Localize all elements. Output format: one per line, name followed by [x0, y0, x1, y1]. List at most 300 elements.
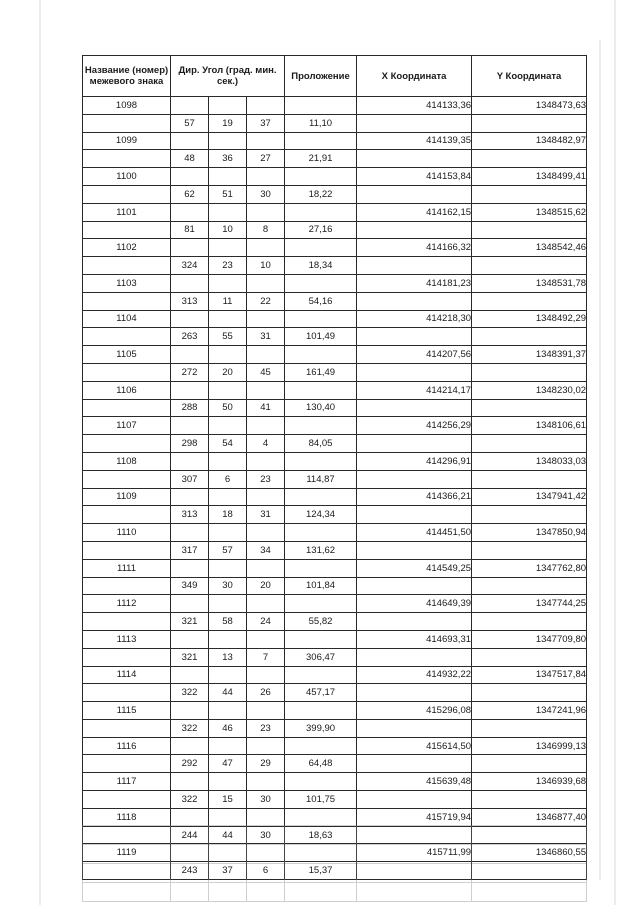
empty-cell	[357, 257, 472, 275]
empty-cell	[171, 488, 209, 506]
empty-cell	[472, 150, 587, 168]
empty-cell	[171, 666, 209, 684]
x-coordinate-cell: 415614,50	[357, 737, 472, 755]
empty-cell	[209, 773, 247, 791]
segment-row	[83, 363, 587, 381]
empty-cell	[357, 221, 472, 239]
empty-cell	[285, 737, 357, 755]
x-coordinate-cell: 414296,91	[357, 452, 472, 470]
length-cell: 161,49	[285, 363, 357, 381]
length-cell: 18,63	[285, 826, 357, 844]
y-coordinate-cell: 1348531,78	[472, 274, 587, 292]
y-coordinate-cell: 1347762,80	[472, 559, 587, 577]
x-coordinate-cell: 414139,35	[357, 132, 472, 150]
empty-cell	[247, 488, 285, 506]
angle-degrees-cell: 322	[171, 719, 209, 737]
angle-degrees-cell: 62	[171, 185, 209, 203]
empty-cell	[247, 310, 285, 328]
empty-cell	[83, 577, 171, 595]
empty-cell	[285, 97, 357, 115]
empty-cell	[171, 702, 209, 720]
point-name-cell: 1102	[83, 239, 171, 257]
empty-cell	[209, 168, 247, 186]
empty-cell	[285, 559, 357, 577]
table-body	[83, 97, 587, 880]
angle-degrees-cell: 313	[171, 506, 209, 524]
empty-cell	[209, 630, 247, 648]
empty-cell	[171, 168, 209, 186]
empty-cell	[285, 702, 357, 720]
length-cell: 131,62	[285, 541, 357, 559]
empty-cell	[209, 310, 247, 328]
angle-degrees-cell: 263	[171, 328, 209, 346]
empty-cell	[285, 773, 357, 791]
empty-cell	[171, 524, 209, 542]
empty-cell	[247, 630, 285, 648]
empty-cell	[209, 346, 247, 364]
empty-cell	[209, 132, 247, 150]
angle-degrees-cell: 57	[171, 114, 209, 132]
y-coordinate-cell: 1348542,46	[472, 239, 587, 257]
empty-cell	[83, 470, 171, 488]
point-row	[83, 452, 587, 470]
angle-degrees-cell: 48	[171, 150, 209, 168]
empty-cell	[83, 257, 171, 275]
empty-cell	[472, 613, 587, 631]
angle-degrees-cell: 321	[171, 613, 209, 631]
empty-cell	[209, 203, 247, 221]
y-coordinate-cell: 1346860,55	[472, 844, 587, 862]
angle-seconds-cell: 37	[247, 114, 285, 132]
segment-row	[83, 470, 587, 488]
empty-cell	[171, 452, 209, 470]
empty-cell	[285, 310, 357, 328]
empty-cell	[83, 684, 171, 702]
angle-seconds-cell: 7	[247, 648, 285, 666]
empty-cell	[83, 719, 171, 737]
empty-cell	[472, 292, 587, 310]
segment-row	[83, 541, 587, 559]
y-coordinate-cell: 1347241,96	[472, 702, 587, 720]
bleed-through-rows	[82, 825, 587, 902]
table-header-row	[83, 56, 587, 97]
empty-cell	[209, 97, 247, 115]
empty-cell	[285, 595, 357, 613]
y-coordinate-cell: 1346999,13	[472, 737, 587, 755]
length-cell: 124,34	[285, 506, 357, 524]
angle-seconds-cell: 22	[247, 292, 285, 310]
empty-cell	[357, 363, 472, 381]
point-row	[83, 808, 587, 826]
empty-cell	[357, 613, 472, 631]
y-coordinate-cell: 1346939,68	[472, 773, 587, 791]
angle-seconds-cell: 29	[247, 755, 285, 773]
angle-minutes-cell: 15	[209, 791, 247, 809]
point-row	[83, 132, 587, 150]
empty-cell	[357, 470, 472, 488]
angle-seconds-cell: 31	[247, 506, 285, 524]
x-coordinate-cell: 414218,30	[357, 310, 472, 328]
point-row	[83, 97, 587, 115]
length-cell: 101,84	[285, 577, 357, 595]
empty-cell	[357, 719, 472, 737]
angle-seconds-cell: 30	[247, 185, 285, 203]
empty-cell	[285, 524, 357, 542]
angle-seconds-cell: 26	[247, 684, 285, 702]
x-coordinate-cell: 414649,39	[357, 595, 472, 613]
point-row	[83, 595, 587, 613]
point-row	[83, 168, 587, 186]
y-coordinate-cell: 1348473,63	[472, 97, 587, 115]
empty-cell	[209, 488, 247, 506]
x-coordinate-cell: 414932,22	[357, 666, 472, 684]
x-coordinate-cell: 414549,25	[357, 559, 472, 577]
empty-cell	[83, 221, 171, 239]
segment-row	[83, 577, 587, 595]
empty-cell	[285, 666, 357, 684]
empty-cell	[209, 452, 247, 470]
angle-seconds-cell: 20	[247, 577, 285, 595]
x-coordinate-cell: 415639,48	[357, 773, 472, 791]
segment-row	[83, 684, 587, 702]
empty-cell	[357, 435, 472, 453]
angle-minutes-cell: 6	[209, 470, 247, 488]
angle-degrees-cell: 322	[171, 684, 209, 702]
length-cell: 54,16	[285, 292, 357, 310]
empty-cell	[171, 808, 209, 826]
empty-cell	[171, 97, 209, 115]
segment-row	[83, 328, 587, 346]
empty-cell	[209, 239, 247, 257]
empty-cell	[357, 506, 472, 524]
empty-cell	[472, 363, 587, 381]
point-row	[83, 773, 587, 791]
segment-row	[83, 435, 587, 453]
point-row	[83, 381, 587, 399]
angle-minutes-cell: 51	[209, 185, 247, 203]
empty-cell	[247, 203, 285, 221]
x-coordinate-cell: 415711,99	[357, 844, 472, 862]
empty-cell	[472, 506, 587, 524]
length-cell: 101,75	[285, 791, 357, 809]
point-row	[83, 310, 587, 328]
point-name-cell: 1105	[83, 346, 171, 364]
length-cell: 18,34	[285, 257, 357, 275]
empty-cell	[247, 666, 285, 684]
coordinates-table	[82, 55, 587, 880]
empty-cell	[247, 702, 285, 720]
angle-seconds-cell: 34	[247, 541, 285, 559]
point-name-cell: 1116	[83, 737, 171, 755]
point-row	[83, 559, 587, 577]
x-coordinate-cell: 415296,08	[357, 702, 472, 720]
angle-degrees-cell: 321	[171, 648, 209, 666]
empty-cell	[357, 150, 472, 168]
x-coordinate-cell: 415719,94	[357, 808, 472, 826]
empty-cell	[171, 310, 209, 328]
empty-cell	[247, 452, 285, 470]
empty-cell	[472, 399, 587, 417]
y-coordinate-cell: 1348492,29	[472, 310, 587, 328]
empty-cell	[209, 559, 247, 577]
angle-degrees-cell: 81	[171, 221, 209, 239]
empty-cell	[247, 417, 285, 435]
empty-cell	[247, 381, 285, 399]
empty-cell	[472, 719, 587, 737]
empty-cell	[83, 506, 171, 524]
angle-degrees-cell: 272	[171, 363, 209, 381]
y-coordinate-cell: 1347941,42	[472, 488, 587, 506]
empty-cell	[171, 274, 209, 292]
empty-cell	[472, 185, 587, 203]
angle-minutes-cell: 44	[209, 826, 247, 844]
empty-cell	[472, 684, 587, 702]
empty-cell	[472, 114, 587, 132]
empty-cell	[472, 470, 587, 488]
header-length: Проложение	[285, 56, 357, 97]
angle-degrees-cell: 244	[171, 826, 209, 844]
point-name-cell: 1104	[83, 310, 171, 328]
empty-cell	[171, 346, 209, 364]
point-row	[83, 488, 587, 506]
empty-cell	[285, 132, 357, 150]
point-name-cell: 1112	[83, 595, 171, 613]
angle-minutes-cell: 44	[209, 684, 247, 702]
x-coordinate-cell: 414214,17	[357, 381, 472, 399]
empty-cell	[472, 791, 587, 809]
length-cell: 55,82	[285, 613, 357, 631]
point-name-cell: 1113	[83, 630, 171, 648]
empty-cell	[247, 808, 285, 826]
empty-cell	[83, 363, 171, 381]
empty-cell	[209, 808, 247, 826]
angle-degrees-cell: 292	[171, 755, 209, 773]
empty-cell	[209, 524, 247, 542]
empty-cell	[472, 257, 587, 275]
empty-cell	[83, 399, 171, 417]
empty-cell	[171, 559, 209, 577]
x-coordinate-cell: 414451,50	[357, 524, 472, 542]
length-cell: 306,47	[285, 648, 357, 666]
angle-minutes-cell: 54	[209, 435, 247, 453]
length-cell: 399,90	[285, 719, 357, 737]
empty-cell	[357, 791, 472, 809]
empty-cell	[247, 97, 285, 115]
y-coordinate-cell: 1347709,80	[472, 630, 587, 648]
empty-cell	[83, 292, 171, 310]
point-name-cell: 1119	[83, 844, 171, 862]
length-cell: 101,49	[285, 328, 357, 346]
angle-minutes-cell: 36	[209, 150, 247, 168]
empty-cell	[472, 435, 587, 453]
y-coordinate-cell: 1347517,84	[472, 666, 587, 684]
angle-minutes-cell: 11	[209, 292, 247, 310]
angle-degrees-cell: 298	[171, 435, 209, 453]
angle-seconds-cell: 30	[247, 791, 285, 809]
empty-cell	[83, 114, 171, 132]
angle-seconds-cell: 6	[247, 862, 285, 880]
point-name-cell: 1111	[83, 559, 171, 577]
empty-cell	[83, 435, 171, 453]
point-name-cell: 1106	[83, 381, 171, 399]
empty-cell	[171, 417, 209, 435]
empty-cell	[171, 773, 209, 791]
empty-cell	[171, 381, 209, 399]
point-name-cell: 1114	[83, 666, 171, 684]
segment-row	[83, 150, 587, 168]
angle-minutes-cell: 55	[209, 328, 247, 346]
point-name-cell: 1108	[83, 452, 171, 470]
empty-cell	[357, 114, 472, 132]
point-row	[83, 524, 587, 542]
angle-minutes-cell: 19	[209, 114, 247, 132]
empty-cell	[171, 595, 209, 613]
header-x: X Координата	[357, 56, 472, 97]
x-coordinate-cell: 414693,31	[357, 630, 472, 648]
angle-seconds-cell: 24	[247, 613, 285, 631]
empty-cell	[247, 595, 285, 613]
point-name-cell: 1103	[83, 274, 171, 292]
angle-minutes-cell: 18	[209, 506, 247, 524]
angle-degrees-cell: 307	[171, 470, 209, 488]
point-row	[83, 346, 587, 364]
empty-cell	[285, 808, 357, 826]
empty-cell	[357, 755, 472, 773]
angle-minutes-cell: 50	[209, 399, 247, 417]
angle-minutes-cell: 46	[209, 719, 247, 737]
segment-row	[83, 648, 587, 666]
empty-cell	[285, 488, 357, 506]
y-coordinate-cell: 1348230,02	[472, 381, 587, 399]
length-cell: 15,37	[285, 862, 357, 880]
point-row	[83, 417, 587, 435]
x-coordinate-cell: 414181,23	[357, 274, 472, 292]
angle-seconds-cell: 8	[247, 221, 285, 239]
empty-cell	[285, 203, 357, 221]
angle-seconds-cell: 23	[247, 470, 285, 488]
y-coordinate-cell: 1348033,03	[472, 452, 587, 470]
point-row	[83, 274, 587, 292]
point-name-cell: 1117	[83, 773, 171, 791]
angle-degrees-cell: 349	[171, 577, 209, 595]
y-coordinate-cell: 1348391,37	[472, 346, 587, 364]
point-row	[83, 737, 587, 755]
angle-degrees-cell: 288	[171, 399, 209, 417]
empty-cell	[472, 755, 587, 773]
empty-cell	[83, 185, 171, 203]
angle-minutes-cell: 10	[209, 221, 247, 239]
segment-row	[83, 755, 587, 773]
y-coordinate-cell: 1348482,97	[472, 132, 587, 150]
y-coordinate-cell: 1347744,25	[472, 595, 587, 613]
angle-degrees-cell: 322	[171, 791, 209, 809]
angle-minutes-cell: 30	[209, 577, 247, 595]
angle-degrees-cell: 324	[171, 257, 209, 275]
empty-cell	[83, 613, 171, 631]
angle-seconds-cell: 31	[247, 328, 285, 346]
angle-degrees-cell: 313	[171, 292, 209, 310]
point-name-cell: 1109	[83, 488, 171, 506]
empty-cell	[247, 773, 285, 791]
x-coordinate-cell: 414207,56	[357, 346, 472, 364]
empty-cell	[357, 399, 472, 417]
empty-cell	[357, 577, 472, 595]
empty-cell	[171, 239, 209, 257]
empty-cell	[285, 346, 357, 364]
point-name-cell: 1101	[83, 203, 171, 221]
empty-cell	[83, 648, 171, 666]
angle-minutes-cell: 13	[209, 648, 247, 666]
angle-seconds-cell: 41	[247, 399, 285, 417]
header-y: Y Координата	[472, 56, 587, 97]
empty-cell	[171, 737, 209, 755]
empty-cell	[209, 666, 247, 684]
point-name-cell: 1115	[83, 702, 171, 720]
empty-cell	[285, 239, 357, 257]
point-name-cell: 1098	[83, 97, 171, 115]
segment-row	[83, 506, 587, 524]
empty-cell	[285, 274, 357, 292]
x-coordinate-cell: 414153,84	[357, 168, 472, 186]
point-row	[83, 702, 587, 720]
point-name-cell: 1100	[83, 168, 171, 186]
empty-cell	[357, 541, 472, 559]
empty-cell	[83, 150, 171, 168]
empty-cell	[247, 737, 285, 755]
empty-cell	[247, 524, 285, 542]
empty-cell	[83, 328, 171, 346]
angle-seconds-cell: 10	[247, 257, 285, 275]
point-name-cell: 1107	[83, 417, 171, 435]
empty-cell	[357, 185, 472, 203]
y-coordinate-cell: 1348515,62	[472, 203, 587, 221]
point-row	[83, 203, 587, 221]
empty-cell	[472, 648, 587, 666]
empty-cell	[472, 541, 587, 559]
length-cell: 84,05	[285, 435, 357, 453]
angle-minutes-cell: 57	[209, 541, 247, 559]
empty-cell	[247, 239, 285, 257]
empty-cell	[247, 274, 285, 292]
empty-cell	[247, 346, 285, 364]
empty-cell	[171, 203, 209, 221]
empty-cell	[357, 328, 472, 346]
segment-row	[83, 399, 587, 417]
length-cell: 130,40	[285, 399, 357, 417]
empty-cell	[209, 417, 247, 435]
empty-cell	[209, 702, 247, 720]
length-cell: 27,16	[285, 221, 357, 239]
empty-cell	[285, 452, 357, 470]
angle-seconds-cell: 23	[247, 719, 285, 737]
length-cell: 457,17	[285, 684, 357, 702]
empty-cell	[285, 168, 357, 186]
empty-cell	[285, 417, 357, 435]
angle-degrees-cell: 243	[171, 862, 209, 880]
angle-minutes-cell: 37	[209, 862, 247, 880]
header-name: Название (номер) межевого знака	[83, 56, 171, 97]
empty-cell	[247, 132, 285, 150]
empty-cell	[357, 648, 472, 666]
segment-row	[83, 719, 587, 737]
empty-cell	[83, 541, 171, 559]
empty-cell	[171, 630, 209, 648]
angle-seconds-cell: 27	[247, 150, 285, 168]
empty-cell	[472, 577, 587, 595]
angle-seconds-cell: 4	[247, 435, 285, 453]
point-name-cell: 1110	[83, 524, 171, 542]
empty-cell	[209, 274, 247, 292]
